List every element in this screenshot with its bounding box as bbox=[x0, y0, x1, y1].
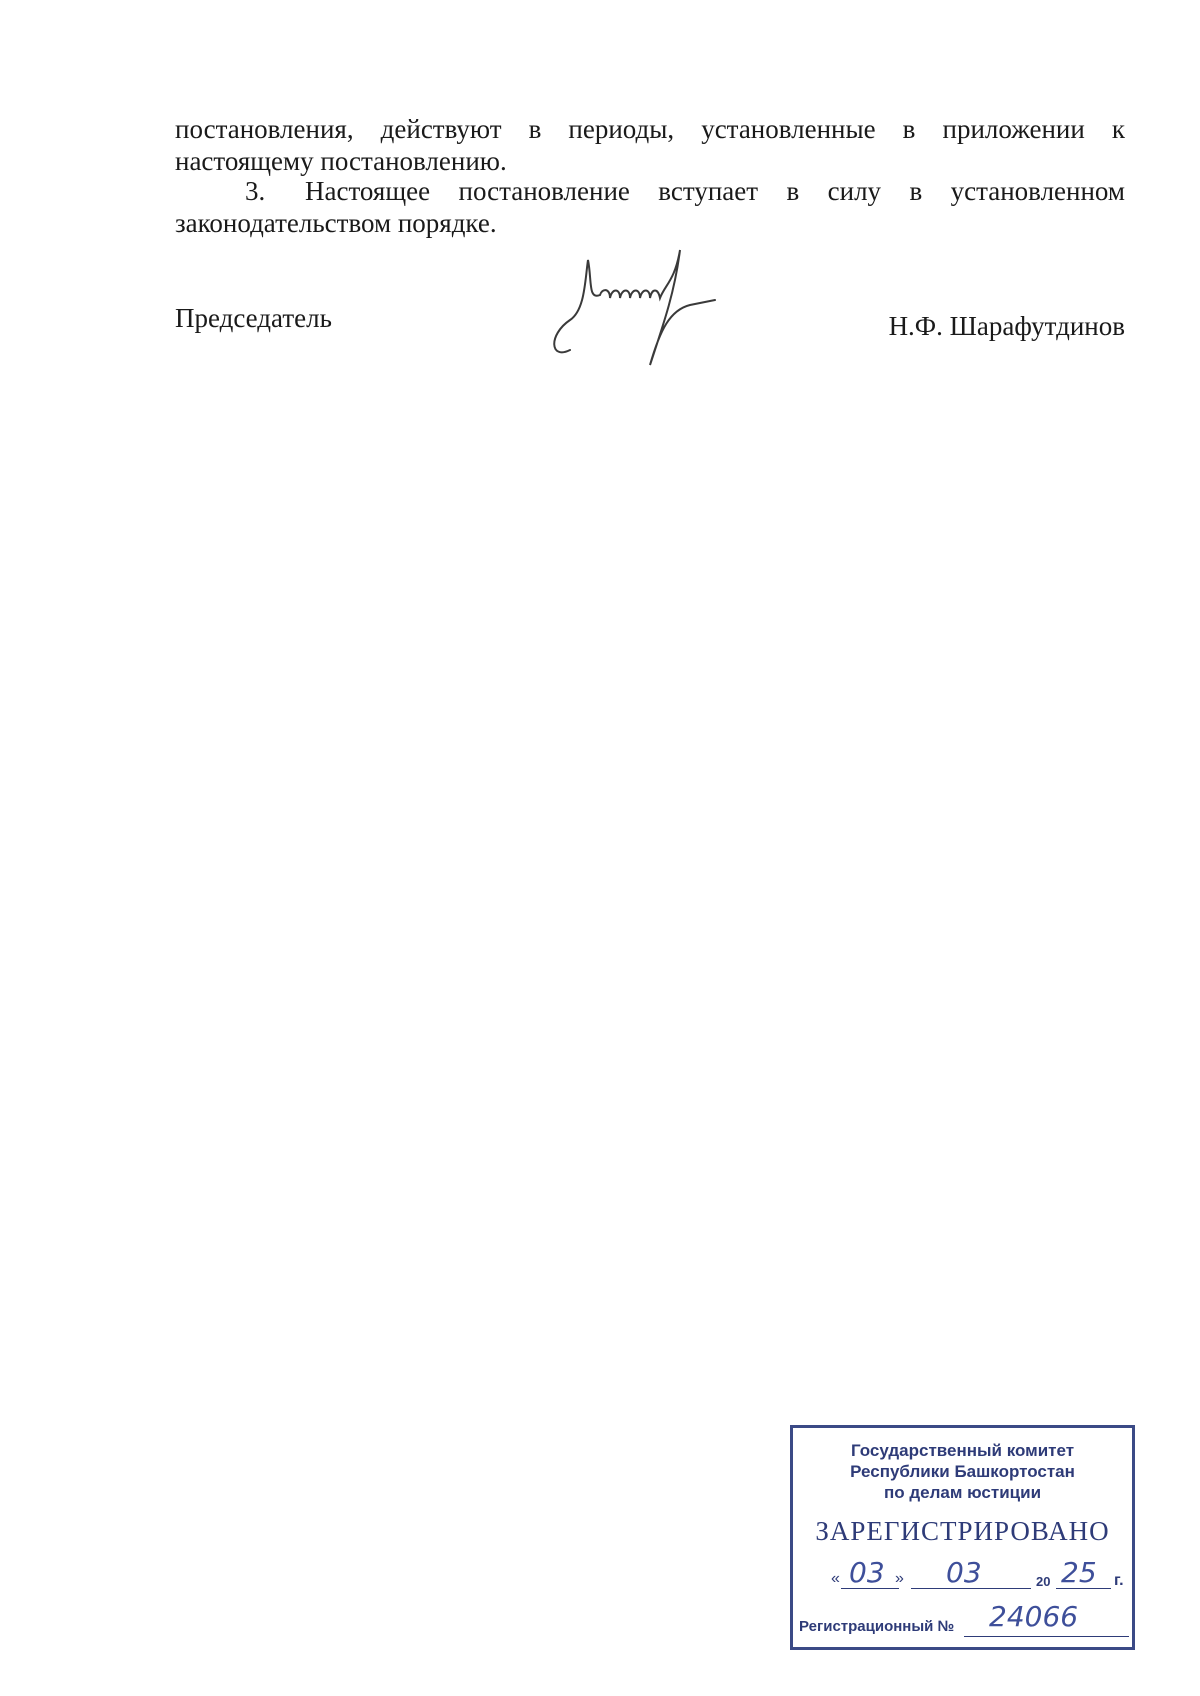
stamp-registration bbox=[799, 1600, 1131, 1640]
stamp-org-line: Республики Башкортостан bbox=[850, 1462, 1075, 1481]
date-year-prefix: 20 bbox=[1036, 1574, 1051, 1589]
registration-label: Регистрационный № bbox=[799, 1618, 955, 1635]
signatory-title: Председатель bbox=[175, 303, 332, 333]
date-year-line bbox=[1056, 1588, 1111, 1589]
stamp-status: ЗАРЕГИСТРИРОВАНО bbox=[815, 1516, 1110, 1546]
date-month: 03 bbox=[946, 1556, 982, 1589]
registration-number: 24066 bbox=[989, 1600, 1079, 1633]
date-month-line bbox=[911, 1588, 1031, 1589]
stamp-organization bbox=[793, 1440, 1132, 1503]
date-day: 03 bbox=[849, 1556, 885, 1589]
date-open-quote: « bbox=[831, 1570, 840, 1587]
paragraph-3 bbox=[175, 175, 1125, 239]
date-year: 25 bbox=[1061, 1556, 1097, 1589]
stamp-date bbox=[831, 1556, 1131, 1592]
handwritten-signature bbox=[540, 240, 720, 370]
date-close-quote: » bbox=[895, 1570, 904, 1587]
paragraph-3-text: Настоящее постановление вступает в силу в установленном законодательством порядке. bbox=[175, 176, 1125, 238]
date-year-suffix: г. bbox=[1114, 1572, 1124, 1589]
date-day-line bbox=[841, 1588, 899, 1589]
signatory-name: Н.Ф. Шарафутдинов bbox=[888, 311, 1125, 341]
paragraph-continuation: постановления, действуют в периоды, установленные в приложении к настоящему постановлению. bbox=[175, 114, 1125, 176]
registration-stamp bbox=[790, 1425, 1135, 1650]
registration-number-line bbox=[964, 1636, 1129, 1637]
stamp-org-line: Государственный комитет bbox=[850, 1441, 1075, 1460]
paragraph-number: 3. bbox=[245, 176, 266, 206]
stamp-org-line: по делам юстиции bbox=[883, 1483, 1042, 1502]
